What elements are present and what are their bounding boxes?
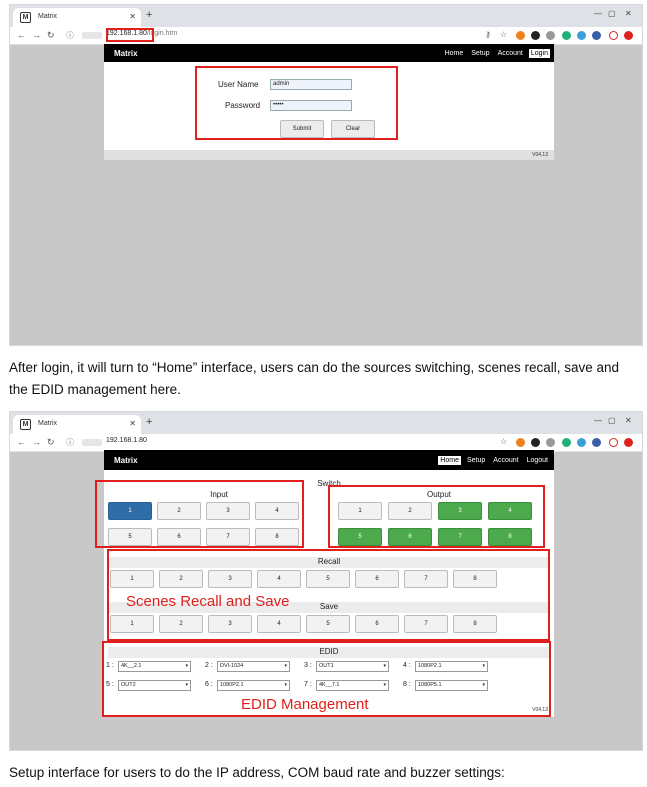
save-button-5[interactable]: 5: [306, 615, 350, 633]
save-button-8[interactable]: 8: [453, 615, 497, 633]
extension-icon[interactable]: [562, 438, 571, 447]
edid-number-8: 8 :: [403, 681, 411, 688]
input-button-8[interactable]: 8: [255, 528, 299, 546]
extension-icon[interactable]: [624, 31, 633, 40]
edid-number-2: 2 :: [205, 662, 213, 669]
output-title: Output: [426, 490, 451, 499]
menu-account[interactable]: Account: [493, 457, 519, 464]
save-button-6[interactable]: 6: [355, 615, 399, 633]
switch-title: Switch: [317, 479, 341, 488]
menu-logout[interactable]: Logout: [526, 457, 548, 464]
output-highlight-box: [328, 485, 545, 548]
plus-icon[interactable]: +: [146, 416, 153, 428]
menu-account[interactable]: Account: [497, 50, 523, 57]
info-icon[interactable]: ⓘ: [66, 438, 74, 447]
brand-title: Matrix: [114, 456, 138, 465]
edid-number-3: 3 :: [304, 662, 312, 669]
login-highlight-box: [195, 66, 398, 140]
password-label: Password: [225, 101, 261, 110]
edid-select-value: 1080P5.1: [418, 682, 442, 688]
input-button-2[interactable]: 2: [157, 502, 201, 520]
tab-title: Matrix: [38, 13, 58, 20]
close-icon[interactable]: ✕: [129, 12, 136, 21]
username-label: User Name: [218, 80, 259, 89]
url-host: 192.168.1.80: [106, 437, 147, 444]
edid-number-1: 1 :: [106, 662, 114, 669]
chevron-down-icon: ▾: [284, 663, 287, 669]
output-button-8[interactable]: 8: [488, 528, 532, 546]
star-icon[interactable]: ☆: [500, 30, 508, 39]
chevron-down-icon: ▾: [284, 682, 287, 688]
forward-icon[interactable]: →: [32, 437, 41, 447]
reload-icon[interactable]: ↻: [47, 437, 55, 447]
recall-button-3[interactable]: 3: [208, 570, 252, 588]
chevron-down-icon: ▾: [383, 682, 386, 688]
input-button-7[interactable]: 7: [206, 528, 250, 546]
input-button-1[interactable]: 1: [108, 502, 152, 520]
save-button-4[interactable]: 4: [257, 615, 301, 633]
extension-icon[interactable]: [592, 31, 601, 40]
info-icon[interactable]: ⓘ: [66, 31, 74, 40]
chevron-down-icon: ▾: [482, 682, 485, 688]
extension-icon[interactable]: [546, 31, 555, 40]
output-button-7[interactable]: 7: [438, 528, 482, 546]
maximize-icon[interactable]: ▢: [608, 9, 616, 18]
extension-icon[interactable]: [516, 31, 525, 40]
extension-icon[interactable]: [531, 31, 540, 40]
menu-setup[interactable]: Setup: [466, 457, 486, 464]
plus-icon[interactable]: +: [146, 9, 153, 21]
home-screenshot: [9, 411, 643, 751]
output-button-3[interactable]: 3: [438, 502, 482, 520]
save-button-1[interactable]: 1: [110, 615, 154, 633]
extension-icon[interactable]: [577, 31, 586, 40]
output-button-5[interactable]: 5: [338, 528, 382, 546]
version-footer: V04.13: [104, 705, 554, 715]
password-field[interactable]: •••••: [270, 100, 352, 111]
matrix-logo-icon: M: [20, 12, 31, 23]
browser-tab-bar: [10, 412, 642, 434]
page-header: [104, 44, 554, 62]
address-bar: [10, 27, 642, 45]
input-button-5[interactable]: 5: [108, 528, 152, 546]
top-menu: [438, 456, 550, 465]
extension-icon[interactable]: [577, 438, 586, 447]
reload-icon[interactable]: ↻: [47, 30, 55, 40]
output-button-6[interactable]: 6: [388, 528, 432, 546]
extension-icon[interactable]: [609, 438, 618, 447]
output-button-4[interactable]: 4: [488, 502, 532, 520]
username-field[interactable]: admin: [270, 79, 352, 90]
edid-select-value: OUT2: [121, 682, 136, 688]
minimize-icon[interactable]: —: [594, 9, 602, 18]
star-icon[interactable]: ☆: [500, 437, 508, 446]
browser-tab[interactable]: [13, 8, 141, 27]
redacted-area: [82, 32, 102, 39]
tab-title: Matrix: [38, 420, 58, 427]
browser-tab-bar: [10, 5, 642, 27]
edid-number-7: 7 :: [304, 681, 312, 688]
edid-number-4: 4 :: [403, 662, 411, 669]
save-title: Save: [319, 602, 339, 611]
output-button-2[interactable]: 2: [388, 502, 432, 520]
edid-select-value: 1080P2.1: [220, 682, 244, 688]
recall-title: Recall: [317, 557, 341, 566]
redacted-area: [82, 439, 102, 446]
save-button-2[interactable]: 2: [159, 615, 203, 633]
top-menu: [443, 49, 550, 58]
extension-icon[interactable]: [531, 438, 540, 447]
url-host: 192.168.1.80: [106, 30, 147, 37]
recall-button-5[interactable]: 5: [306, 570, 350, 588]
extension-icon[interactable]: [624, 438, 633, 447]
login-screenshot: [9, 4, 643, 346]
chevron-down-icon: ▾: [185, 663, 188, 669]
input-button-6[interactable]: 6: [157, 528, 201, 546]
chevron-down-icon: ▾: [383, 663, 386, 669]
recall-button-8[interactable]: 8: [453, 570, 497, 588]
edid-annotation: EDID Management: [241, 696, 369, 713]
key-icon[interactable]: ⚷: [485, 30, 491, 39]
chevron-down-icon: ▾: [185, 682, 188, 688]
extension-icon[interactable]: [546, 438, 555, 447]
edid-select-value: DVI-1024: [220, 663, 244, 669]
extension-icon[interactable]: [592, 438, 601, 447]
matrix-logo-icon: M: [20, 419, 31, 430]
url-field[interactable]: [106, 437, 147, 444]
edid-select-value: 4K__7.1: [319, 682, 340, 688]
back-icon[interactable]: ←: [17, 30, 26, 40]
url-path: /login.htm: [146, 30, 178, 37]
clear-button[interactable]: Clear: [331, 120, 375, 138]
menu-home[interactable]: Home: [440, 457, 459, 464]
extension-icon[interactable]: [516, 438, 525, 447]
back-icon[interactable]: ←: [17, 437, 26, 447]
edid-title: EDID: [319, 647, 339, 656]
page-header: [104, 450, 554, 470]
chevron-down-icon: ▾: [482, 663, 485, 669]
save-button-3[interactable]: 3: [208, 615, 252, 633]
scenes-annotation: Scenes Recall and Save: [126, 593, 290, 610]
recall-button-1[interactable]: 1: [110, 570, 154, 588]
edid-select-value: 4K__2.1: [121, 663, 142, 669]
instruction-paragraph: After login, it will turn to “Home” interface, users can do the sources switching, scenes recall, save and the EDID management here.: [9, 360, 620, 397]
menu-setup[interactable]: Setup: [471, 50, 490, 57]
forward-icon[interactable]: →: [32, 30, 41, 40]
close-icon[interactable]: ✕: [129, 419, 136, 428]
edid-number-5: 5 :: [106, 681, 114, 688]
menu-home[interactable]: Home: [444, 50, 464, 57]
save-button-7[interactable]: 7: [404, 615, 448, 633]
minimize-icon[interactable]: —: [594, 416, 602, 425]
input-title: Input: [210, 490, 228, 499]
instruction-paragraph-2: Setup interface for users to do the IP address, COM baud rate and buzzer settings:: [9, 765, 505, 780]
edid-select-value: 1080P2.1: [418, 663, 442, 669]
extension-icon[interactable]: [609, 31, 618, 40]
edid-select-value: OUT1: [319, 663, 334, 669]
recall-button-6[interactable]: 6: [355, 570, 399, 588]
recall-button-2[interactable]: 2: [159, 570, 203, 588]
close-window-icon[interactable]: ✕: [625, 9, 632, 18]
maximize-icon[interactable]: ▢: [608, 416, 616, 425]
input-button-3[interactable]: 3: [206, 502, 250, 520]
version-footer: V04.13: [104, 150, 554, 160]
submit-button[interactable]: Submit: [280, 120, 324, 138]
recall-button-4[interactable]: 4: [257, 570, 301, 588]
brand-title: Matrix: [114, 49, 138, 58]
browser-tab[interactable]: [13, 415, 141, 434]
recall-button-7[interactable]: 7: [404, 570, 448, 588]
edid-number-6: 6 :: [205, 681, 213, 688]
menu-login[interactable]: Login: [530, 50, 548, 57]
close-window-icon[interactable]: ✕: [625, 416, 632, 425]
input-button-4[interactable]: 4: [255, 502, 299, 520]
input-highlight-box: [95, 480, 304, 548]
extension-icon[interactable]: [562, 31, 571, 40]
url-highlight-box: [106, 28, 154, 42]
output-button-1[interactable]: 1: [338, 502, 382, 520]
